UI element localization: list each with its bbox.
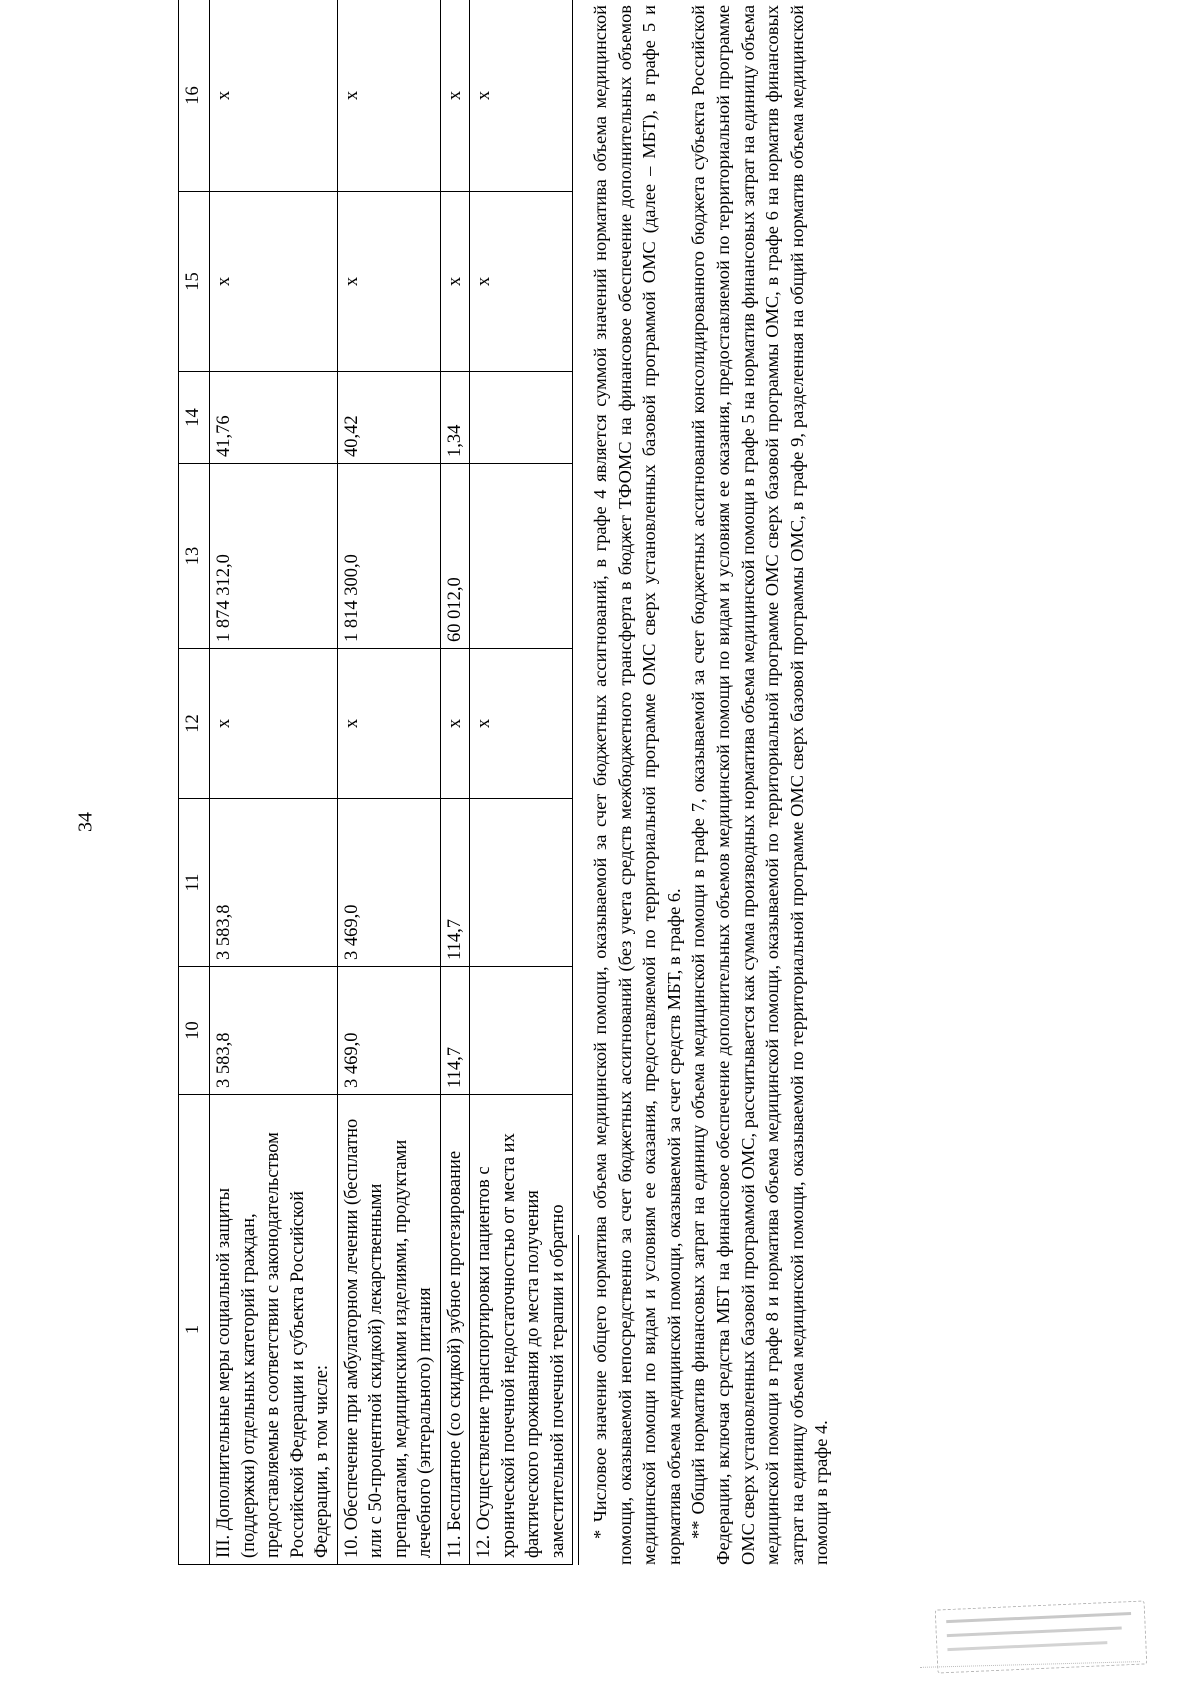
cell-col-14: 40,42 <box>337 372 440 464</box>
cell-col-15: х <box>210 192 338 372</box>
stamp-line <box>947 1641 1107 1651</box>
row-label: 12. Осуществление транспортировки пациентов с хронической почечной недостаточностью от места их фактического проживания до места получения заместительной почечной терапии и обратно <box>470 1095 573 1565</box>
header-col-10: 10 <box>179 967 210 1095</box>
footnote-1: * Числовое значение общего норматива объема медицинской помощи, оказываемой за счет бюджетных ассигнований, в графе 4 является суммой значений норматива объема медицинской помощи, оказываемой непосредственно за счет бюджетных ассигнований (без учета средств межбюджетного трансферта в бюджет ТФОМС на финансовое обеспечение дополнительных объемов медицинской помощи по видам и условиям ее оказания, предоставляемой по территориальной программе ОМС сверх установленных базовой программой ОМС (далее – МБТ), в графе 5 и норматива объема медицинской помощи, оказываемой за счет средств МБТ, в графе 6. <box>590 5 684 1565</box>
footnote-2: ** Общий норматив финансовых затрат на единицу объема медицинской помощи в графе 7, оказываемой за счет бюджетных ассигнований консолидированного бюджета субъекта Российской Федерации, включая средства МБТ на финансовое обеспечение дополнительных объемов медицинской помощи по видам и условиям ее оказания, предоставляемой по территориальной программе ОМС сверх установленных базовой программой ОМС, рассчитывается как сумма производных норматива объема медицинской помощи в графе 5 на норматив финансовых затрат на единицу объема медицинской помощи в графе 8 и норматива объема медицинской помощи, оказываемой по территориальной программе ОМС сверх базовой программы ОМС, в графе 6 на норматив финансовых затрат на единицу объема медицинской помощи, оказываемой по территориальной программе ОМС сверх базовой программы ОМС, в графе 9, разделенная на общий норматив объема медицинской помощи в графе 4. <box>688 5 832 1565</box>
cell-col-16: х <box>210 0 338 192</box>
cell-col-15: х <box>470 192 573 372</box>
cell-col-10: 3 583,8 <box>210 967 338 1095</box>
cell-col-11 <box>470 799 573 967</box>
cell-col-12: х <box>337 649 440 799</box>
header-col-16: 16 <box>179 0 210 192</box>
row-label: 10. Обеспечение при амбулаторном лечении (бесплатно или с 50-процентной скидкой) лекарственными препаратами, медицинскими изделиями, продуктами лечебного (энтерального) питания <box>337 1095 440 1565</box>
cell-col-13: 1 814 300,0 <box>337 464 440 649</box>
cell-col-10 <box>470 967 573 1095</box>
cell-col-11: 3 469,0 <box>337 799 440 967</box>
footnote-divider <box>578 1235 579 1565</box>
header-col-1: 1 <box>179 1095 210 1565</box>
cell-col-12: х <box>440 649 470 799</box>
header-col-12: 12 <box>179 649 210 799</box>
data-table <box>178 0 573 1565</box>
row-label: 11. Бесплатное (со скидкой) зубное протезирование <box>440 1095 470 1565</box>
cell-col-14: 41,76 <box>210 372 338 464</box>
cell-col-12: х <box>470 649 573 799</box>
header-col-15: 15 <box>179 192 210 372</box>
cell-col-16: х <box>337 0 440 192</box>
table-header-row <box>179 0 210 1565</box>
cell-col-15: х <box>440 192 470 372</box>
stamp-line <box>946 1612 1131 1623</box>
row-label: III. Дополнительные меры социальной защиты (поддержки) отдельных категорий граждан, предоставляемые в соответствии с законодательством Российской Федерации и субъекта Российской Федерации, в том числе: <box>210 1095 338 1565</box>
cell-col-12: х <box>210 649 338 799</box>
header-col-14: 14 <box>179 372 210 464</box>
table-row <box>337 0 440 1565</box>
cell-col-11: 3 583,8 <box>210 799 338 967</box>
rotated-page-content <box>178 5 1178 1565</box>
footnotes <box>588 5 834 1565</box>
cell-col-14 <box>470 372 573 464</box>
table-row <box>470 0 573 1565</box>
cell-col-11: 114,7 <box>440 799 470 967</box>
table-row <box>210 0 338 1565</box>
cell-col-16: х <box>440 0 470 192</box>
cell-col-13: 1 874 312,0 <box>210 464 338 649</box>
cell-col-14: 1,34 <box>440 372 470 464</box>
header-col-11: 11 <box>179 799 210 967</box>
cell-col-10: 114,7 <box>440 967 470 1095</box>
cell-col-10: 3 469,0 <box>337 967 440 1095</box>
header-col-13: 13 <box>179 464 210 649</box>
table-row <box>440 0 470 1565</box>
cell-col-13 <box>470 464 573 649</box>
cell-col-13: 60 012,0 <box>440 464 470 649</box>
page-number: 34 <box>74 812 97 832</box>
cell-col-15: х <box>337 192 440 372</box>
stamp-line <box>947 1626 1122 1637</box>
cell-col-16: х <box>470 0 573 192</box>
